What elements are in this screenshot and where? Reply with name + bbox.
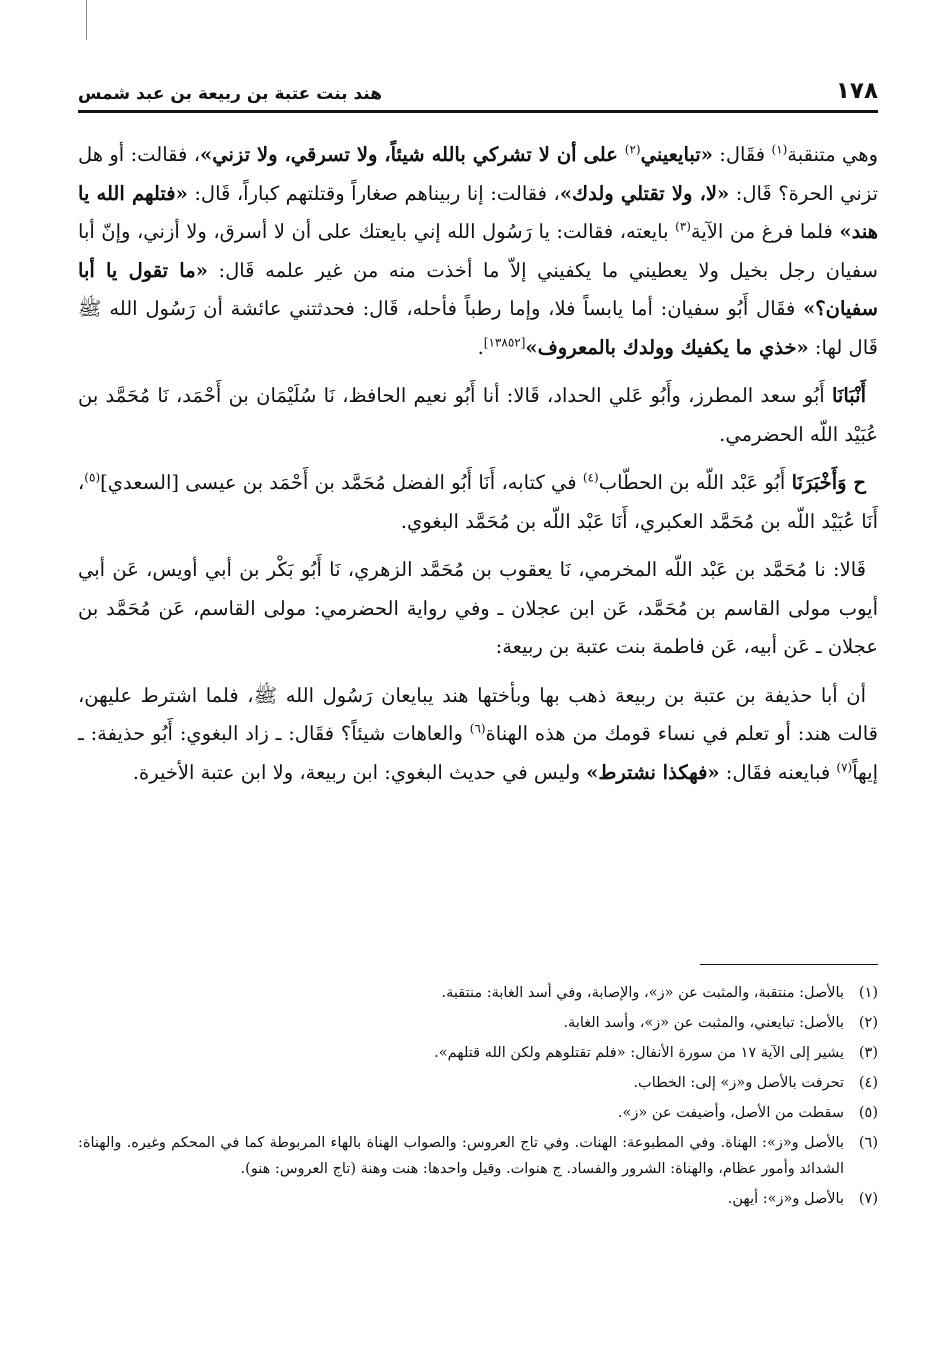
footnote-marker: (١) (771, 142, 788, 157)
paragraph (78, 551, 878, 667)
footnote-marker: (٣) (675, 219, 691, 234)
footnote-marker: (٤) (582, 470, 599, 485)
text-run: فلما فرغ من الآية (690, 220, 840, 243)
footnote-number: (١) (858, 985, 878, 1001)
footnote-number: (٧) (858, 1191, 878, 1207)
header-rule (78, 110, 878, 113)
footnote-text: يشير إلى الآية ١٧ من سورة الأنفال: «فلم تقتلوهم ولكن الله قتلهم». (434, 1045, 844, 1061)
bold-phrase: «فتلهم الله يا هند» (78, 181, 878, 243)
bold-phrase: أَنْبَانَا (831, 384, 866, 407)
text-run: ، فقالت: أو هل تزني الحرة؟ قَال: (78, 143, 879, 205)
footnote-number: (٢) (858, 1015, 878, 1031)
paragraph (78, 464, 878, 541)
text-run: فقَال: (712, 143, 772, 166)
paragraph (78, 377, 878, 454)
text-run: بايعته، فقالت: يا رَسُول الله إني بايعتك على أن لا أسرق، ولا أزني، وإنّ أبا سفيان رجل بخيل ولا يعطيني ما يكفيني إلاّ ما أخذت منه من غير علمه قَال: (78, 220, 878, 282)
footnote (78, 1186, 878, 1212)
text-run: قَالا: نا مُحَمَّد بن عَبْد اللّه المخرمي، نَا يعقوب بن مُحَمَّد الزهري، نَا أَبُو بَكْر بن أبي أويس، عَن أبي أيوب مولى القاسم بن مُحَمَّد، عَن ابن عجلان ـ وفي رواية الحضرمي: مولى القاسم، عَن مُحَمَّد بن عجلان ـ عَن أبيه، عَن فاطمة بنت عتبة بن ربيعة: (78, 558, 878, 658)
footnote (78, 1130, 878, 1182)
text-run: فبايعنه فقَال: (719, 760, 837, 784)
footnote-separator (700, 964, 878, 965)
footnote-text: تحرفت بالأصل و«ز» إلى: الخطاب. (633, 1075, 844, 1091)
footnote-marker: [١٣٨٥٢] (483, 335, 526, 349)
footnote-number: (٤) (858, 1075, 878, 1091)
footnote-number: (٦) (858, 1135, 878, 1151)
page-header (78, 70, 878, 104)
text-run: أَبُو سعد المطرز، وأَبُو عَلي الحداد، قَالا: أنا أَبُو نعيم الحافظ، نَا سُلَيْمَان بن أَحْمَد، نَا مُحَمَّد بن عُبَيْد اللّه الحضرمي. (78, 384, 878, 446)
text-run: وهي متنقبة (787, 143, 879, 166)
footnote (78, 1010, 878, 1036)
footnote-text: بالأصل: منتقبة، والمثبت عن «ز»، والإصابة، وفي أسد الغابة: منتقبة. (441, 985, 844, 1001)
running-title: هند بنت عتبة بن ربيعة بن عبد شمس (78, 84, 382, 104)
text-run: ، فقالت: إنا ربيناهم صغاراً وقتلتهم كباراً، قَال: (187, 181, 560, 205)
page-number: ١٧٨ (835, 78, 878, 104)
footnote-marker: (٥) (84, 470, 101, 485)
margin-line (86, 0, 87, 40)
paragraph (78, 677, 878, 793)
bold-phrase: «ما تقول يا أبا سفيان؟» (78, 258, 878, 320)
footnotes (78, 980, 878, 1216)
paragraph (78, 136, 878, 367)
main-text (78, 136, 878, 802)
footnote-number: (٣) (858, 1045, 878, 1061)
footnote (78, 1100, 878, 1126)
footnote-marker: (٦) (469, 721, 486, 736)
footnote (78, 980, 878, 1006)
footnote-text: بالأصل و«ز»: الهناة. وفي المطبوعة: الهنات. وفي تاج العروس: والصواب الهناة بالهاء المربوطة كما في المحكم وغيره. والهناة: الشدائد وأمور عظام، والهناة: الشرور والفساد. ج هنوات. وقيل واحدها: هنت وهنة (تاج العروس: هنو). (78, 1135, 844, 1177)
bold-phrase: «فهكذا نشترط» (586, 760, 720, 784)
text-run: في كتابه، أَنَا أَبُو الفضل مُحَمَّد بن أَحْمَد بن عيسى [السعدي] (100, 471, 583, 494)
text-run: فقَال أَبُو سفيان: أما يابساً فلا، وإما رطباً فأحله، قَال: فحدثتني عائشة أن رَسُول الله ﷺ قَال لها: (78, 297, 878, 359)
bold-phrase: «تبايعيني (640, 143, 713, 166)
bold-phrase: «لا، ولا تقتلي ولدك» (559, 181, 730, 205)
text-run: . (477, 335, 484, 359)
footnote-number: (٥) (858, 1105, 878, 1121)
text-run: أن أبا حذيفة بن عتبة بن ربيعة ذهب بها وبأختها هند يبايعان رَسُول الله ﷺ، فلما اشترط عليهن، قالت هند: أو تعلم في نساء قومك من هذه الهناة (78, 683, 878, 745)
text-run: وليس في حديث البغوي: ابن ربيعة، ولا ابن عتبة الأخيرة. (132, 760, 587, 784)
footnote-text: بالأصل و«ز»: أيهن. (727, 1191, 844, 1207)
text-run: والعاهات شيئاً؟ فقَال: ـ زاد البغوي: أَبُو حذيفة: ـ إيهاً (78, 722, 878, 784)
footnote-marker: (٧) (836, 760, 853, 774)
text-run: أَبُو عَبْد اللّه بن الحطّاب (598, 471, 792, 494)
footnote-text: بالأصل: تبايعني، والمثبت عن «ز»، وأسد الغابة. (563, 1015, 844, 1031)
bold-phrase: «خذي ما يكفيك وولدك بالمعروف» (525, 335, 809, 359)
bold-phrase: على أن لا تشركي بالله شيئاً، ولا تسرقي، ولا تزني» (200, 143, 625, 166)
footnote-marker: (٢) (624, 142, 641, 157)
footnote (78, 1070, 878, 1096)
footnote (78, 1040, 878, 1066)
text-run: ، أَنَا عُبَيْد اللّه بن مُحَمَّد العكبري، أَنَا عَبْد اللّه بن مُحَمَّد البغوي. (78, 471, 878, 533)
footnote-text: سقطت من الأصل، وأضيفت عن «ز». (617, 1105, 844, 1121)
bold-phrase: ح وَأَخْبَرَنَا (791, 471, 866, 494)
